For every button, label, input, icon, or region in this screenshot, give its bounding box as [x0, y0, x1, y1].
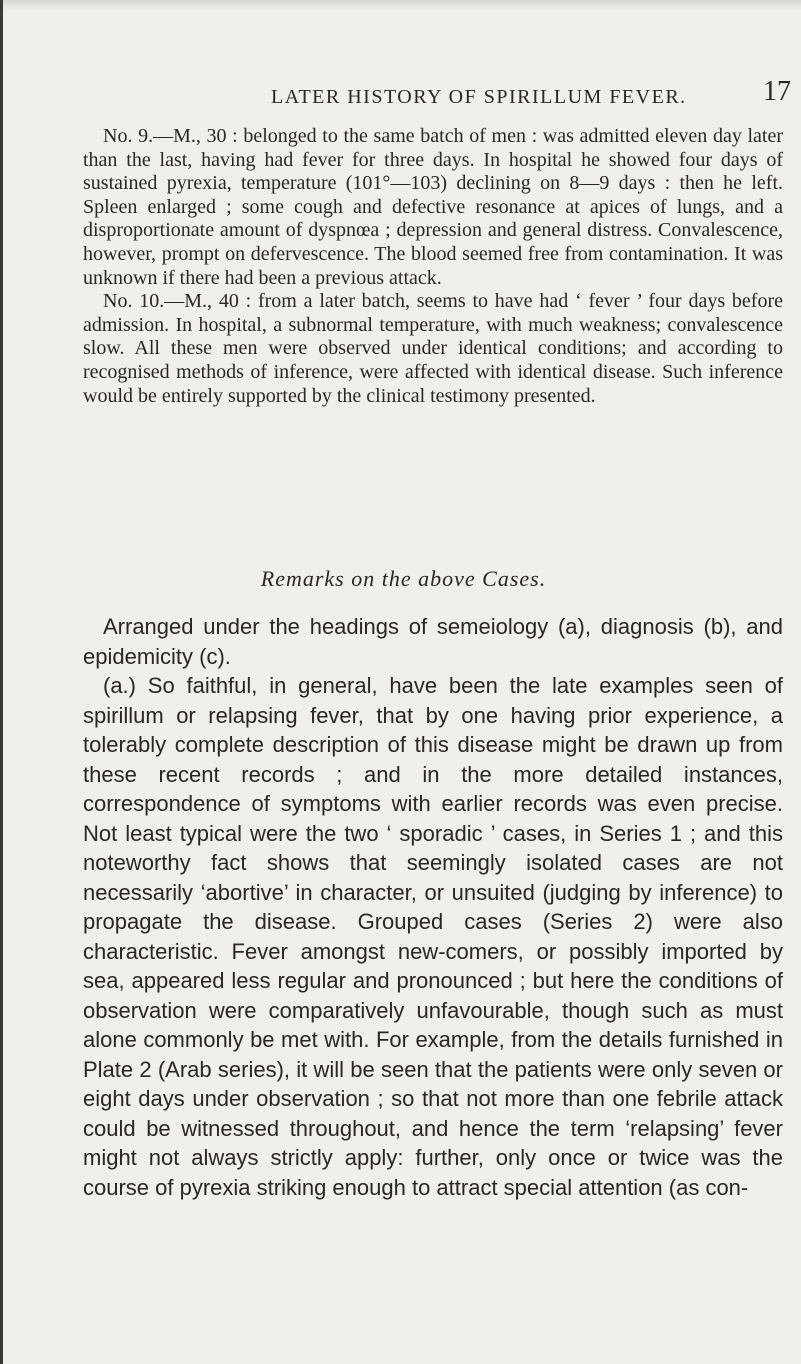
page-header [3, 72, 801, 112]
remarks-heading: Remarks on the above Cases. [260, 566, 547, 591]
remarks-intro-paragraph: Arranged under the headings of semeiology (a), diagnosis (b), and epidemicity (c). [83, 614, 783, 669]
case-note-10: No. 10.—M., 40 : from a later batch, seems to have had ‘ fever ’ four days before admission. In hospital, a subnormal temperature, with much weakness; convalescence slow. All these men were observed under identical conditions; and according to recognised methods of inference, were affected with identical disease. Such inference would be entirely supported by the clinical testimony presented. [83, 290, 783, 407]
remarks-body [83, 612, 783, 1202]
case-note-9: No. 9.—M., 30 : belonged to the same batch of men : was admitted eleven day later than the last, having had fever for three days. In hospital he showed four days of sustained pyrexia, temperature (101°—103) declining on 8—9 days : then he left. Spleen enlarged ; some cough and defective resonance at apices of lungs, and a disproportionate amount of dyspnœa ; depression and general distress. Convalescence, however, prompt on defervescence. The blood seemed free from contamination. It was unknown if there had been a previous attack. [83, 125, 783, 289]
remarks-semeiology-paragraph: (a.) So faithful, in general, have been the late examples seen of spirillum or relapsing fever, that by one having prior experience, a tolerably complete description of this disease might be drawn up from these recent records ; and in the more detailed instances, correspondence of symptoms with earlier records was even precise. Not least typical were the two ‘ sporadic ’ cases, in Series 1 ; and this noteworthy fact shows that seemingly isolated cases are not necessarily ‘abortive’ in character, or unsuited (judging by inference) to propagate the disease. Grouped cases (Series 2) were also characteristic. Fever amongst new-comers, or possibly imported by sea, appeared less regular and pronounced ; but here the conditions of observation were comparatively unfavourable, though such as must alone commonly be met with. For example, from the details furnished in Plate 2 (Arab series), it will be seen that the patients were only seven or eight days under observation ; so that not more than one febrile attack could be witnessed throughout, and hence the term ‘relapsing’ fever might not always strictly apply: further, only once or twice was the course of pyrexia striking enough to attract special attention (as con- [83, 673, 783, 1200]
case-notes [83, 125, 783, 408]
page-top-edge [3, 0, 801, 10]
running-title: LATER HISTORY OF SPIRILLUM FEVER. [271, 86, 687, 108]
page-number: 17 [763, 76, 791, 107]
